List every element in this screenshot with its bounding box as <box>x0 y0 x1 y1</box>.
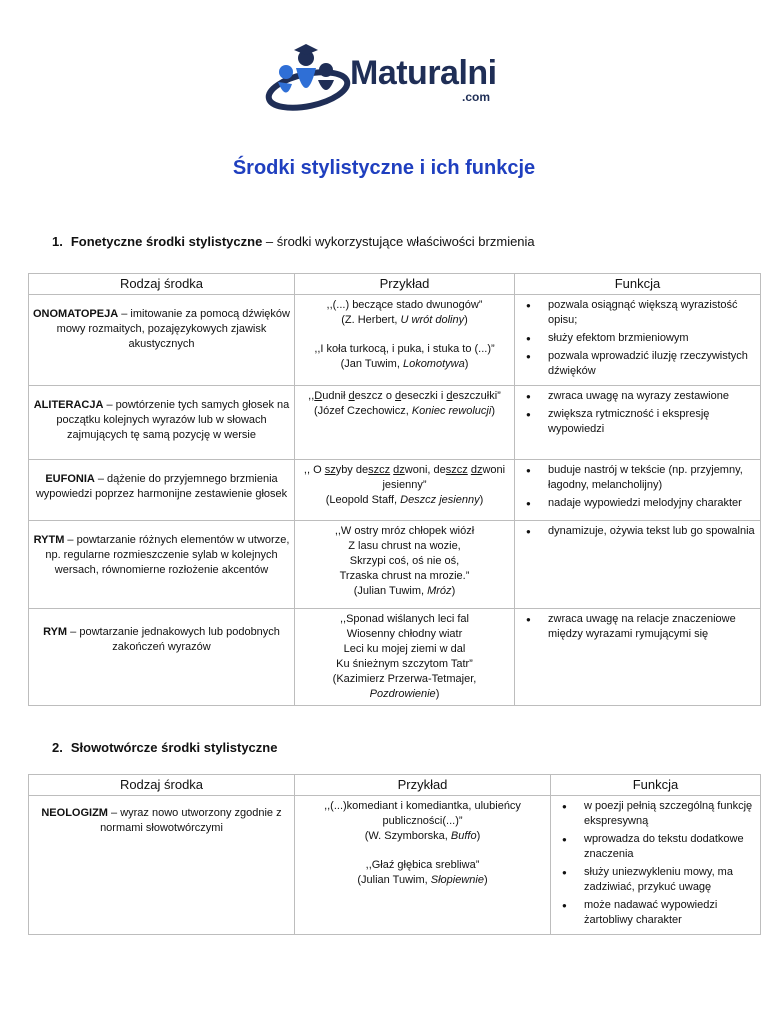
poem-line: Trzaska chrust na mrozie.” <box>339 570 470 582</box>
device-cell <box>29 295 295 386</box>
example-source: (Julian Tuwim, Słopiewnie) <box>357 874 488 886</box>
column-header: Funkcja <box>551 775 761 796</box>
example-cell <box>295 796 551 935</box>
function-cell <box>515 295 761 386</box>
function-cell <box>551 796 761 935</box>
list-item: ● zwiększa rytmiczność i ekspresję wypowiedzi <box>518 407 757 437</box>
function-cell <box>515 386 761 460</box>
section-1-desc: – środki wykorzystujące właściwości brzmienia <box>262 234 535 249</box>
column-header: Funkcja <box>515 274 761 295</box>
device-definition: – powtórzenie tych samych głosek na początku kolejnych wyrazów lub w słowach zajmujących tę samą pozycję w wersie <box>56 399 290 441</box>
poem-line: ,,W ostry mróz chłopek wiózł <box>334 525 475 537</box>
device-term: EUFONIA <box>45 473 95 485</box>
example-quote: ,,Dudnił deszcz o deseczki i deszczułki” <box>308 390 501 402</box>
device-cell <box>29 386 295 460</box>
logo-domain: .com <box>462 90 491 104</box>
example-quote: ,,(...) beczące stado dwunogów” <box>326 299 483 311</box>
column-header: Przykład <box>295 775 551 796</box>
poem-line: Wiosenny chłodny wiatr <box>346 628 463 640</box>
device-cell <box>29 796 295 935</box>
device-term: NEOLOGIZM <box>41 807 108 819</box>
column-header: Rodzaj środka <box>29 274 295 295</box>
device-cell <box>29 521 295 609</box>
example-source: (Kazimierz Przerwa-Tetmajer, <box>332 673 477 685</box>
table-header-row <box>29 775 761 796</box>
example-quote: ,,(...)komediant i komediantka, ulubieńcy publiczności(...)” <box>324 800 521 827</box>
example-source: (Jan Tuwim, Lokomotywa) <box>340 358 469 370</box>
device-term: ONOMATOPEJA <box>33 308 119 320</box>
list-item: ● dynamizuje, ożywia tekst lub go spowalnia <box>518 524 757 539</box>
device-cell <box>29 460 295 521</box>
table-row <box>29 295 761 386</box>
example-source: (Józef Czechowicz, Koniec rewolucji) <box>314 405 495 417</box>
device-definition: – powtarzanie różnych elementów w utworze, np. regularne rozmieszczenie sylab w kolejnych wersach, równomierne rozłożenie akcentów <box>45 534 290 576</box>
poem-line: Leci ku mojej ziemi w dal <box>343 643 466 655</box>
example-cell <box>295 295 515 386</box>
function-cell <box>515 521 761 609</box>
list-item: ● wprowadza do tekstu dodatkowe znaczenia <box>554 832 757 862</box>
column-header: Przykład <box>295 274 515 295</box>
device-definition: – wyraz nowo utworzony zgodnie z normami słowotwórczymi <box>100 807 282 834</box>
example-cell <box>295 386 515 460</box>
list-item: ● służy efektom brzmieniowym <box>518 331 757 346</box>
list-item: ● zwraca uwagę na relacje znaczeniowe między wyrazami rymującymi się <box>518 612 757 642</box>
example-cell <box>295 460 515 521</box>
device-cell <box>29 609 295 706</box>
list-item: ● może nadawać wypowiedzi żartobliwy charakter <box>554 898 757 928</box>
example-quote: ,,Głaź głębica srebliwa” <box>365 859 480 871</box>
logo-emblem-icon <box>262 38 352 118</box>
example-source-title: Pozdrowienie) <box>369 688 440 700</box>
section-2-heading <box>52 740 277 755</box>
table-header-row <box>29 274 761 295</box>
phonetic-devices-table <box>28 273 761 706</box>
section-1-number: 1. <box>52 234 63 249</box>
function-cell <box>515 460 761 521</box>
table-row <box>29 796 761 935</box>
example-cell <box>295 609 515 706</box>
list-item: ● buduje nastrój w tekście (np. przyjemny, łagodny, melancholijny) <box>518 463 757 493</box>
poem-line: Z lasu chrust na wozie, <box>348 540 461 552</box>
section-1-name: Fonetyczne środki stylistyczne <box>70 234 263 249</box>
example-source: (Julian Tuwim, Mróz) <box>353 585 456 597</box>
example-quote: ,, O szyby deszcz dzwoni, deszcz dzwoni jesienny” <box>303 464 506 491</box>
logo-wordmark: Maturalni <box>350 54 497 92</box>
list-item: ● zwraca uwagę na wyrazy zestawione <box>518 389 757 404</box>
maturalni-logo <box>262 38 512 118</box>
example-quote: ,,I koła turkocą, i puka, i stuka to (...)” <box>314 343 495 355</box>
word-formation-devices-table <box>28 774 761 935</box>
device-definition: – powtarzanie jednakowych lub podobnych zakończeń wyrazów <box>67 626 280 653</box>
table-row <box>29 521 761 609</box>
table-row <box>29 609 761 706</box>
list-item: ● w poezji pełnią szczególną funkcję ekspresywną <box>554 799 757 829</box>
device-definition: – dążenie do przyjemnego brzmienia wypowiedzi poprzez harmonijne zestawienie głosek <box>35 473 288 500</box>
device-term: ALITERACJA <box>33 399 104 411</box>
list-item: ● służy uniezwykleniu mowy, ma zadziwiać, przykuć uwagę <box>554 865 757 895</box>
table-row <box>29 460 761 521</box>
section-1-heading <box>52 234 535 249</box>
example-source: (Z. Herbert, U wrót doliny) <box>341 314 468 326</box>
poem-line: Skrzypi coś, oś nie oś, <box>349 555 460 567</box>
poem-line: ,,Sponad wiślanych leci fal <box>339 613 469 625</box>
list-item: ● pozwala wprowadzić iluzję rzeczywistych dźwięków <box>518 349 757 379</box>
section-2-number: 2. <box>52 740 63 755</box>
example-source: (W. Szymborska, Buffo) <box>364 830 481 842</box>
page-title: Środki stylistyczne i ich funkcje <box>232 157 536 179</box>
example-source: (Leopold Staff, Deszcz jesienny) <box>325 494 484 506</box>
device-definition: – imitowanie za pomocą dźwięków mowy rozmaitych, pozajęzykowych zjawisk akustycznych <box>56 308 290 350</box>
device-term: RYM <box>43 626 68 638</box>
section-2-name: Słowotwórcze środki stylistyczne <box>70 740 278 755</box>
table-row <box>29 386 761 460</box>
function-cell <box>515 609 761 706</box>
device-term: RYTM <box>33 534 65 546</box>
example-cell <box>295 521 515 609</box>
poem-line: Ku śnieżnym szczytom Tatr” <box>336 658 473 670</box>
column-header: Rodzaj środka <box>29 775 295 796</box>
list-item: ● nadaje wypowiedzi melodyjny charakter <box>518 496 757 511</box>
list-item: ● pozwala osiągnąć większą wyrazistość opisu; <box>518 298 757 328</box>
